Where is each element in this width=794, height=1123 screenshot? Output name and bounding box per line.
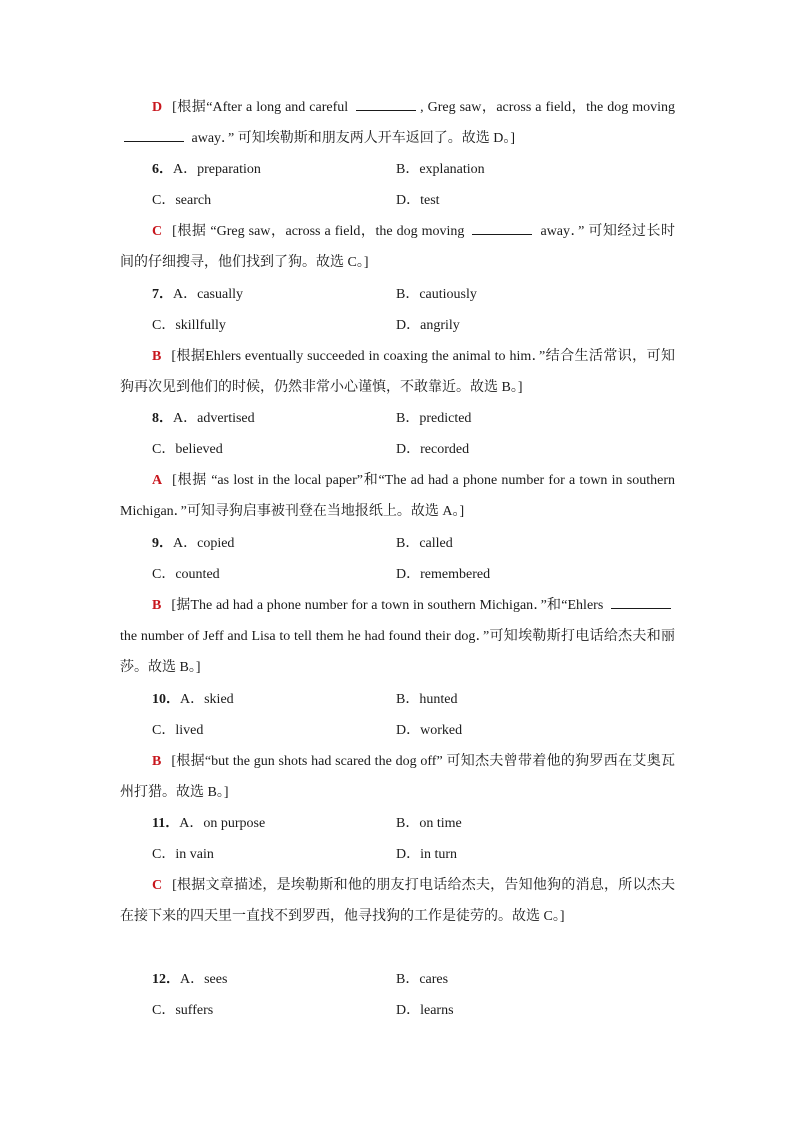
question-number: 9． xyxy=(152,536,173,551)
explanation-text: [根据Ehlers eventually succeeded in coaxing the animal to him．”结合生活常识，可知狗再次见到他们的时候，仍然非常小心谨慎，不敢靠近。故选 B。] xyxy=(120,349,675,395)
option-c: C．search xyxy=(152,193,212,208)
answer-explanation-q9 xyxy=(120,590,675,683)
explanation-text: [根据 “Greg saw，across a field，the dog moving xyxy=(172,224,469,239)
option-a: A．advertised xyxy=(173,411,255,426)
option-d: D．in turn xyxy=(396,847,458,862)
option-d: D．remembered xyxy=(396,567,491,582)
explanation-text: [根据“After a long and careful xyxy=(172,100,353,115)
answer-letter: C xyxy=(152,224,163,239)
option-d: D．recorded xyxy=(396,442,470,457)
option-b: B．cares xyxy=(396,972,449,987)
option-a: A．on purpose xyxy=(179,816,266,831)
question-10-options xyxy=(120,684,675,746)
explanation-text: away．” 可知埃勒斯和朋友两人开车返回了。故选 D。] xyxy=(188,131,516,146)
explanation-text: the number of Jeff and Lisa to tell them he had found their dog．”可知埃勒斯打电话给杰夫和丽莎。故选 B。] xyxy=(120,629,675,675)
answer-explanation-q5 xyxy=(120,92,675,154)
answer-letter: A xyxy=(152,473,163,488)
explanation-text: away．” 可知经过长时间的仔细搜寻，他们找到了狗。故选 C。] xyxy=(120,224,675,270)
option-a: A．preparation xyxy=(173,162,261,177)
question-number: 8． xyxy=(152,411,173,426)
explanation-text: [根据“but the gun shots had scared the dog off” 可知杰夫曾带着他的狗罗西在艾奥瓦州打猎。故选 B。] xyxy=(120,754,675,800)
explanation-text: , Greg saw，across a field，the dog moving xyxy=(420,100,676,115)
question-number: 12． xyxy=(152,972,180,987)
answer-letter: B xyxy=(152,349,162,364)
answer-letter: C xyxy=(152,878,163,893)
option-c: C．skillfully xyxy=(152,318,226,333)
question-9-options xyxy=(120,528,675,590)
answer-explanation-q6 xyxy=(120,216,675,278)
blank-line xyxy=(356,96,416,111)
question-11-options xyxy=(120,808,675,870)
option-b: B．predicted xyxy=(396,411,472,426)
option-c: C．in vain xyxy=(152,847,214,862)
blank-line xyxy=(124,127,184,142)
explanation-text: [据The ad had a phone number for a town in southern Michigan．”和“Ehlers xyxy=(171,598,607,613)
option-d: D．worked xyxy=(396,723,463,738)
question-number: 11． xyxy=(152,816,180,831)
explanation-text: [根据文章描述，是埃勒斯和他的朋友打电话给杰夫，告知他狗的消息，所以杰夫在接下来的四天里一直找不到罗西，他寻找狗的工作是徒劳的。故选 C。] xyxy=(120,878,675,924)
question-8-options xyxy=(120,403,675,465)
answer-explanation-q7 xyxy=(120,341,675,403)
option-b: B．hunted xyxy=(396,692,458,707)
answer-explanation-q10 xyxy=(120,746,675,808)
question-7-options xyxy=(120,279,675,341)
question-number: 7． xyxy=(152,287,173,302)
option-d: D．test xyxy=(396,193,440,208)
question-number: 6． xyxy=(152,162,173,177)
explanation-text: [根据 “as lost in the local paper”和“The ad had a phone number for a town in southern Michigan．”可知寻狗启事被刊登在当地报纸上。故选 A。] xyxy=(120,473,675,519)
question-6-options xyxy=(120,154,675,216)
question-number: 10． xyxy=(152,692,180,707)
option-c: C．lived xyxy=(152,723,204,738)
answer-letter: B xyxy=(152,598,162,613)
question-12-options xyxy=(120,964,675,1026)
blank-line xyxy=(472,220,532,235)
option-d: D．learns xyxy=(396,1003,454,1018)
option-b: B．explanation xyxy=(396,162,485,177)
option-a: A．copied xyxy=(173,536,235,551)
option-c: C．believed xyxy=(152,442,223,457)
option-a: A．casually xyxy=(173,287,243,302)
option-d: D．angrily xyxy=(396,318,460,333)
option-b: B．cautiously xyxy=(396,287,477,302)
option-b: B．on time xyxy=(396,816,462,831)
option-a: A．sees xyxy=(180,972,228,987)
answer-explanation-q11 xyxy=(120,870,675,932)
option-c: C．counted xyxy=(152,567,220,582)
option-b: B．called xyxy=(396,536,453,551)
option-c: C．suffers xyxy=(152,1003,214,1018)
option-a: A．skied xyxy=(180,692,234,707)
answer-letter: D xyxy=(152,100,163,115)
answer-letter: B xyxy=(152,754,162,769)
blank-line xyxy=(611,594,671,609)
answer-explanation-q8 xyxy=(120,465,675,527)
